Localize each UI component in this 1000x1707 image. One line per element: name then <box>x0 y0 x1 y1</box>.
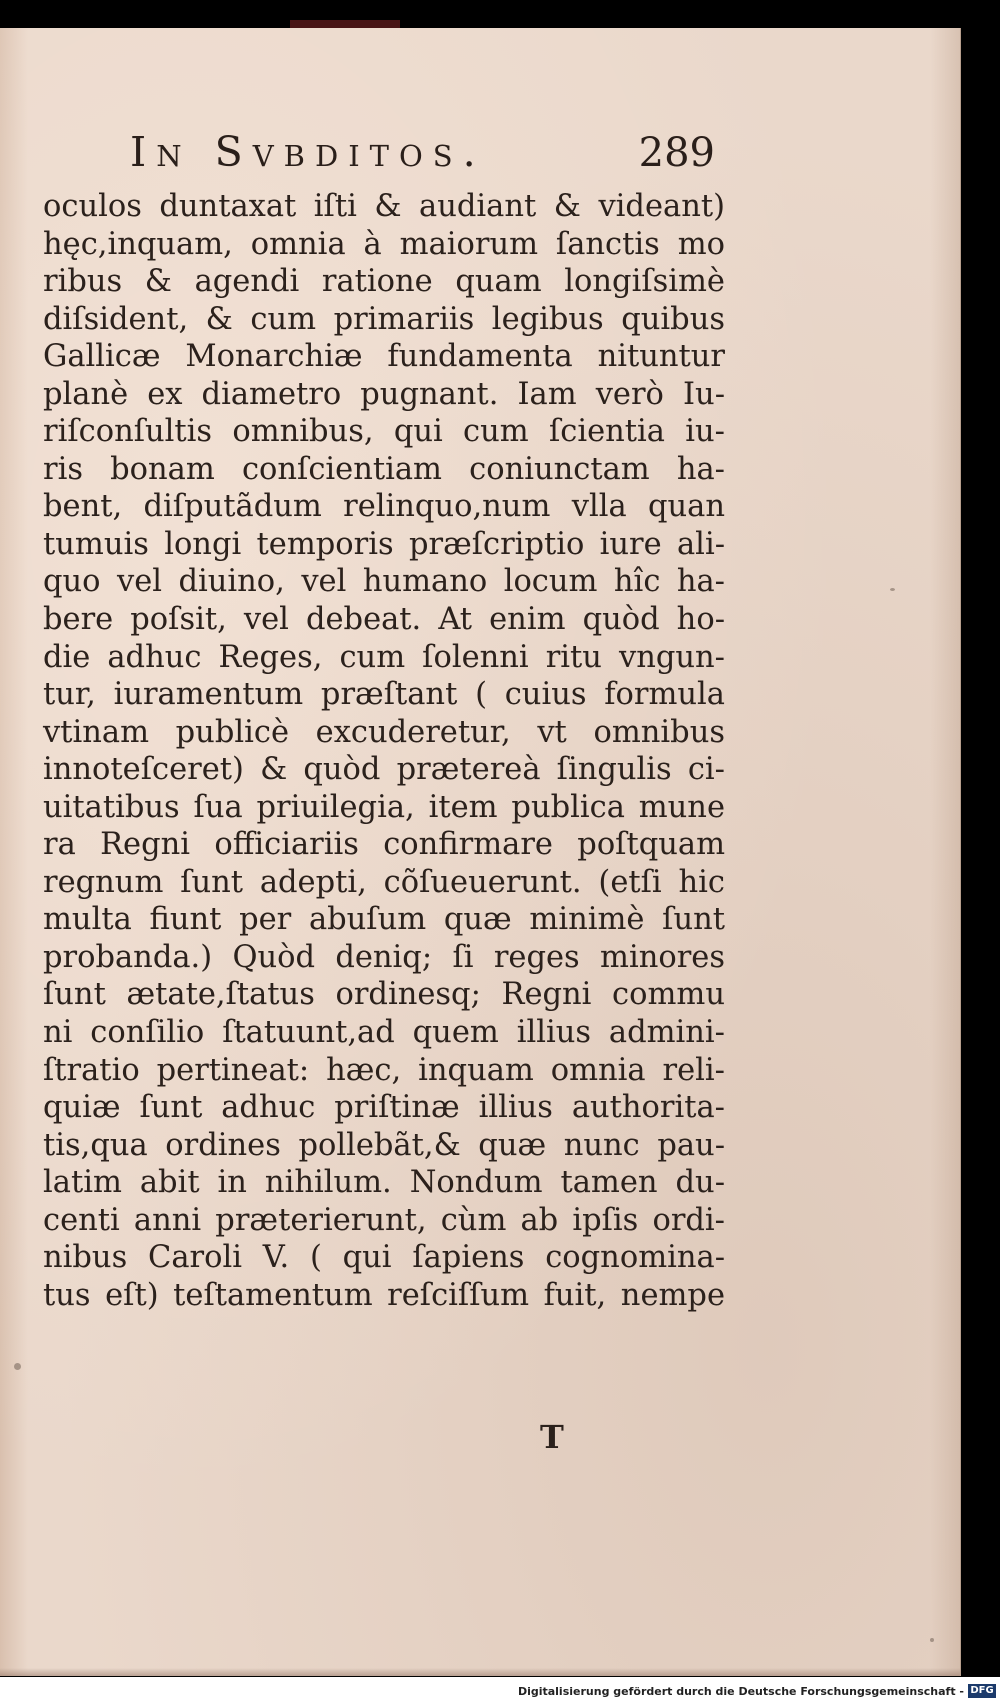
text-line: Gallicæ Monarchiæ fundamenta nituntur <box>43 339 725 375</box>
text-line: hęc,inquam, omnia à maiorum ſanctis mo <box>43 226 725 262</box>
paper-speck <box>890 588 895 591</box>
text-line: diſsident, & cum primariis legibus quibus <box>43 301 725 337</box>
running-head-title: In Svbditos. <box>130 128 486 176</box>
text-line: bere poſsit, vel debeat. At enim quòd ho- <box>43 602 725 638</box>
text-line: vtinam publicè excuderetur, vt omnibus <box>43 714 725 750</box>
paper-speck <box>930 1638 934 1642</box>
text-line: probanda.) Quòd deniq; ſi reges minores <box>43 939 725 975</box>
digitization-credit: Digitalisierung gefördert durch die Deutsche Forschungsgemeinschaft - <box>517 1685 964 1698</box>
text-line: riſconſultis omnibus, qui cum ſcientia iu- <box>43 414 725 450</box>
text-line: planè ex diametro pugnant. Iam verò Iu- <box>43 376 725 412</box>
text-line: die adhuc Reges, cum ſolenni ritu vngun- <box>43 639 725 675</box>
footer-bar <box>0 1677 1000 1707</box>
text-line: ni conſilio ſtatuunt,ad quem illius admini- <box>43 1015 725 1051</box>
text-line: tur, iuramentum præſtant ( cuius formula <box>43 677 725 713</box>
text-line: quo vel diuino, vel humano locum hîc ha- <box>43 564 725 600</box>
text-line: innoteſceret) & quòd prætereà ſingulis ci- <box>43 752 725 788</box>
body-text <box>43 188 725 1314</box>
text-line: tumuis longi temporis præſcriptio iure ali- <box>43 526 725 562</box>
page-bottom-edge <box>0 1668 960 1676</box>
text-line: ribus & agendi ratione quam longiſsimè <box>43 264 725 300</box>
dfg-logo: DFG <box>968 1684 996 1698</box>
text-line: ſunt ætate,ſtatus ordinesq; Regni commu <box>43 977 725 1013</box>
text-line: tus eſt) teſtamentum reſciſſum fuit, nempe <box>43 1277 725 1313</box>
text-line: centi anni præterierunt, cùm ab ipſis ordi- <box>43 1202 725 1238</box>
text-line: oculos duntaxat iſti & audiant & videant) <box>43 189 725 224</box>
text-line: tis,qua ordines pollebãt,& quæ nunc pau- <box>43 1127 725 1163</box>
text-line: regnum ſunt adepti, cõſueuerunt. (etſi hic <box>43 864 725 900</box>
text-line: ra Regni officiariis confirmare poſtquam <box>43 827 725 863</box>
text-line: uitatibus ſua priuilegia, item publica mune <box>43 789 725 825</box>
running-head <box>130 128 715 188</box>
text-line: latim abit in nihilum. Nondum tamen du- <box>43 1165 725 1201</box>
book-page <box>0 28 961 1676</box>
text-line: multa fiunt per abuſum quæ minimè ſunt <box>43 902 725 938</box>
page-number: 289 <box>638 130 715 176</box>
text-line: ris bonam conſcientiam coniunctam ha- <box>43 451 725 487</box>
signature-mark: T <box>540 1418 564 1456</box>
text-line: ſtratio pertineat: hæc, inquam omnia reli- <box>43 1052 725 1088</box>
paper-speck <box>14 1363 21 1370</box>
text-line: bent, diſputãdum relinquo,num vlla quan <box>43 489 725 525</box>
text-line: quiæ ſunt adhuc priſtinæ illius authorita- <box>43 1090 725 1126</box>
text-line: nibus Caroli V. ( qui ſapiens cognomina- <box>43 1240 725 1276</box>
